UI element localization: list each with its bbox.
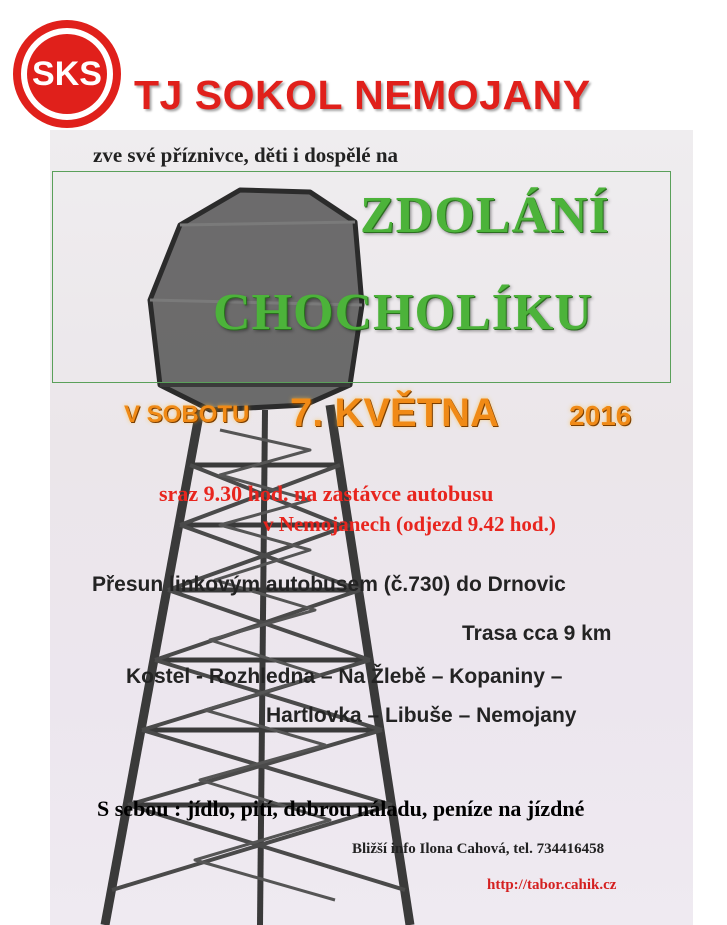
transfer-info: Přesun linkovým autobusem (č.730) do Drnovic xyxy=(92,573,566,596)
meeting-line1: sraz 9.30 hod. na zastávce autobusu xyxy=(159,481,494,506)
route-length: Trasa cca 9 km xyxy=(462,622,612,645)
event-title-line2: CHOCHOLÍKU xyxy=(213,284,593,341)
club-title: TJ SOKOL NEMOJANY xyxy=(134,72,591,118)
event-date: 7. KVĚTNA xyxy=(290,391,499,435)
event-year: 2016 xyxy=(569,400,632,431)
contact-info: Bližší info Ilona Cahová, tel. 734416458 xyxy=(352,841,605,857)
invitation-text: zve své příznivce, děti i dospělé na xyxy=(93,143,399,167)
website-link[interactable]: http://tabor.cahik.cz xyxy=(487,877,617,893)
meeting-line2: v Nemojanech (odjezd 9.42 hod.) xyxy=(263,512,556,536)
sokol-logo xyxy=(13,20,121,128)
event-title-line1: ZDOLÁNÍ xyxy=(360,187,610,244)
route-line1: Kostel - Rozhledna – Na Žlebě – Kopaniny – xyxy=(126,665,563,688)
svg-text:SKS: SKS xyxy=(32,54,102,93)
bring-items: S sebou : jídlo, pití, dobrou náladu, peníze na jízdné xyxy=(97,796,585,821)
date-prefix: V SOBOTU xyxy=(124,401,250,428)
route-line2: Hartlovka – Libuše – Nemojany xyxy=(266,704,577,727)
